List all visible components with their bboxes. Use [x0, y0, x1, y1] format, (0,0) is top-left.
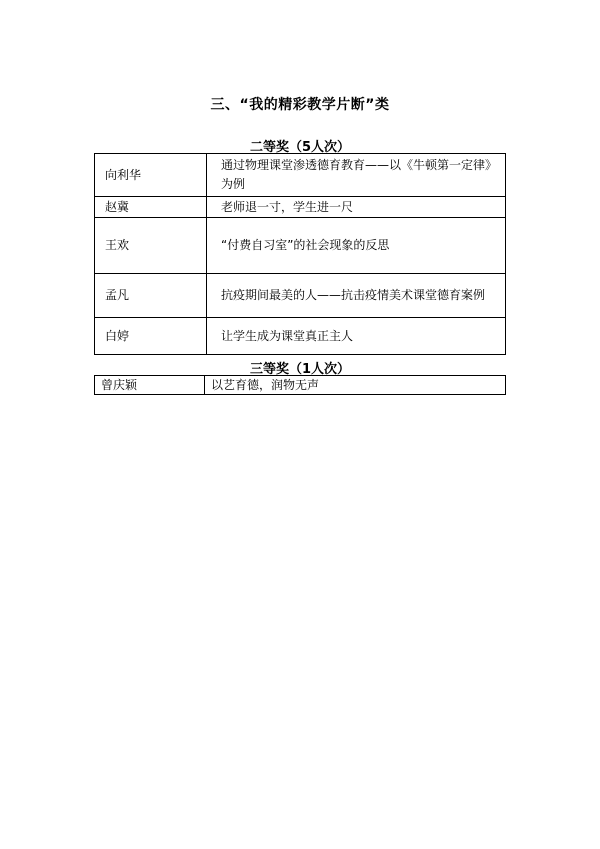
- entry-title: 抗疫期间最美的人——抗击疫情美术课堂德育案例: [207, 274, 506, 318]
- third-prize-table: [94, 375, 506, 395]
- second-prize-table: [94, 153, 506, 355]
- table-row: [95, 197, 506, 218]
- entry-title: “付费自习室”的社会现象的反思: [207, 218, 506, 274]
- winner-name: 白婷: [95, 318, 207, 355]
- entry-title: 让学生成为课堂真正主人: [207, 318, 506, 355]
- table-row: [95, 318, 506, 355]
- entry-title: 通过物理课堂渗透德育教育——以《牛顿第一定律》为例: [207, 154, 506, 197]
- winner-name: 向利华: [95, 154, 207, 197]
- third-prize-heading: 三等奖（1人次）: [249, 362, 351, 377]
- table-row: [95, 218, 506, 274]
- winner-name: 曾庆颖: [95, 376, 205, 395]
- winner-name: 赵冀: [95, 197, 207, 218]
- entry-title: 老师退一寸，学生进一尺: [207, 197, 506, 218]
- winner-name: 孟凡: [95, 274, 207, 318]
- table-row: [95, 274, 506, 318]
- table-row: [95, 376, 506, 395]
- section-title: 三、“我的精彩教学片断”类: [210, 97, 390, 113]
- winner-name: 王欢: [95, 218, 207, 274]
- entry-title: 以艺育德，润物无声: [205, 376, 506, 395]
- second-prize-heading: 二等奖（5人次）: [249, 140, 351, 155]
- table-row: [95, 154, 506, 197]
